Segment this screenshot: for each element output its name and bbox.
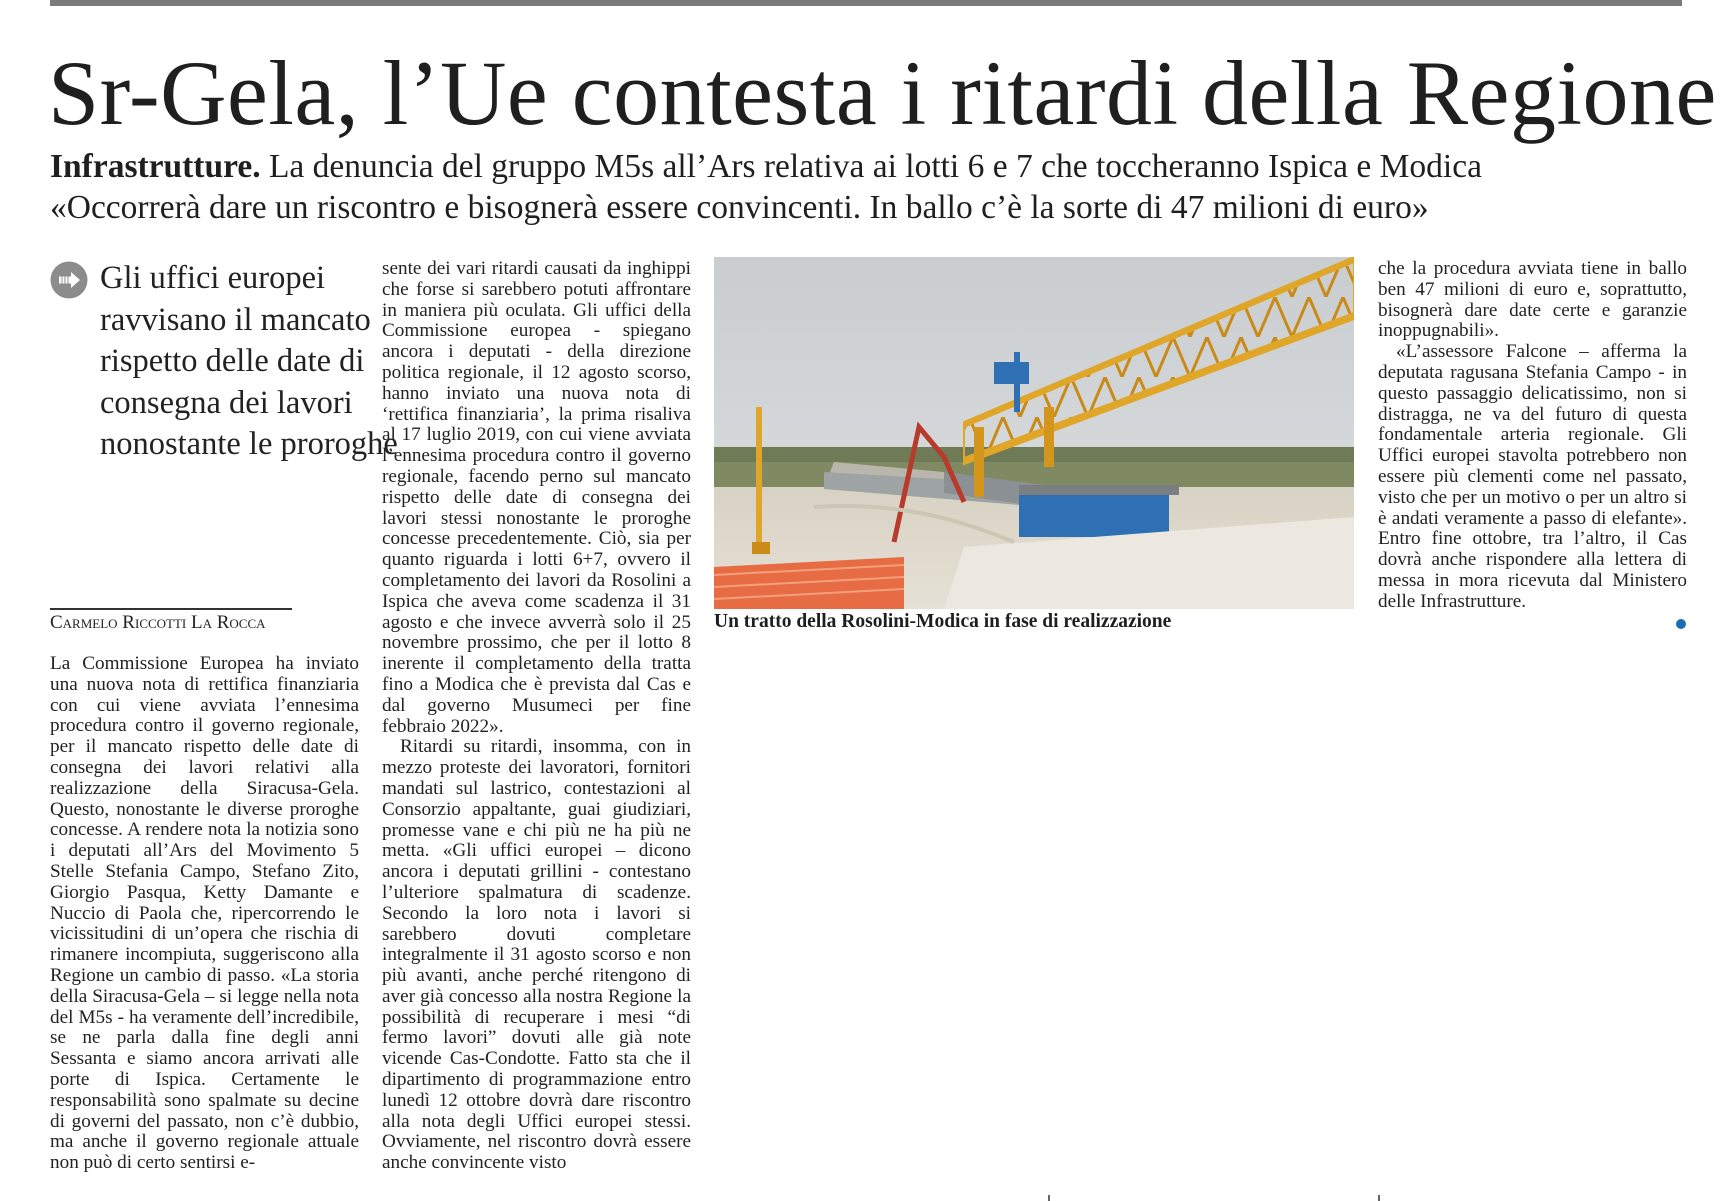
arrow-right-icon xyxy=(50,261,88,299)
crop-mark xyxy=(1048,1195,1050,1201)
paragraph: sente dei vari ritardi causati da inghippi che forse si sarebbero potuti affrontare in maniera più oculata. Gli uffici della Commissione europea - spiegano ancora i deputati - della direzione politica regionale, il 12 agosto scorso, hanno inviato una nuova nota di ‘rettifica finanziaria’, la prima risaliva al 17 luglio 2019, con cui viene avviata l’ennesima procedura contro il governo regionale, facendo perno sul mancato rispetto delle date di consegna dei lavori stessi nonostante le proroghe concesse precedentemente. Ciò, sia per quanto riguarda i lotti 6+7, ovvero il completamento dei lavori da Rosolini a Ispica che aveva come scadenza il 31 agosto e che invece avverrà solo il 25 novembre prossimo, che per il lotto 8 inerente il completamento della tratta fino a Modica che è prevista dal Cas e dal governo Musumeci per fine febbraio 2022». xyxy=(382,258,691,737)
subhead-line-1-text: La denuncia del gruppo M5s all’Ars relativa ai lotti 6 e 7 che toccheranno Ispica e Modica xyxy=(268,148,1482,185)
end-of-article-dot xyxy=(1676,619,1686,629)
construction-photo xyxy=(714,257,1354,609)
article-column-3 xyxy=(1378,259,1687,613)
headline: Sr-Gela, l’Ue contesta i ritardi della Regione xyxy=(48,42,1717,144)
subhead-line-2: «Occorrerà dare un riscontro e bisognerà essere convincenti. In ballo c’è la sorte di 47 milioni di euro» xyxy=(50,189,1429,226)
paragraph: «L’assessore Falcone – afferma la deputata ragusana Stefania Campo - in questo passaggio delicatissimo, non si distragga, ne va del futuro di questa fondamentale arteria regionale. Gli Uffici europei stavolta potrebbero non essere più clementi come nel passato, visto che per un motivo o per un altro si è andati veramente a passo di elefante». Entro fine ottobre, tra l’altro, il Cas dovrà anche rispondere alla lettera di messa in mora ricevuta dal Ministero delle Infrastrutture. xyxy=(1378,341,1687,612)
photo-caption: Un tratto della Rosolini-Modica in fase di realizzazione xyxy=(714,611,1172,632)
paragraph: Ritardi su ritardi, insomma, con in mezzo proteste dei lavoratori, fornitori mandati sul lastrico, contestazioni al Consorzio appaltante, guai giudiziari, promesse vane e chi più ne ha più ne metta. «Gli uffici europei – dicono ancora i deputati grillini - contestano l’ulteriore spalmatura di scadenze. Secondo la loro nota i lavori si sarebbero dovuti completare integralmente il 31 agosto scorso e non più avanti, anche perché ritengono di aver già concesso alla nostra Regione la possibilità di recuperare i mesi “di fermo lavori” dovuti alle già note vicende Cas-Condotte. Fatto sta che il dipartimento di programmazione entro lunedì 12 ottobre dovrà dare riscontro alla nota degli Uffici europei stessi. Ovviamente, nel riscontro dovrà essere anche convincente visto xyxy=(382,736,691,1174)
article-column-2 xyxy=(382,259,691,1174)
subheadline xyxy=(50,146,1690,228)
top-rule xyxy=(50,0,1682,6)
article-column-1 xyxy=(50,654,359,1174)
byline-rule xyxy=(50,608,292,610)
subhead-kicker: Infrastrutture. xyxy=(50,148,261,185)
pull-quote-text: Gli uffici europei ravvisano il mancato rispetto delle date di consegna dei lavori nonostante le proroghe xyxy=(100,260,398,462)
subhead-line-1 xyxy=(50,146,1690,187)
paragraph: che la procedura avviata tiene in ballo ben 47 milioni di euro e, soprattutto, bisognerà dare date certe e garanzie inoppugnabili». xyxy=(1378,258,1687,342)
crop-mark xyxy=(1378,1195,1380,1201)
byline: Carmelo Riccotti La Rocca xyxy=(50,612,266,633)
paragraph: La Commissione Europea ha inviato una nuova nota di rettifica finanziaria con cui viene avviata l’ennesima procedura contro il governo regionale, per il mancato rispetto delle date di consegna dei lavori relativi alla realizzazione della Siracusa-Gela. Questo, nonostante le diverse proroghe concesse. A rendere nota la notizia sono i deputati all’Ars del Movimento 5 Stelle Stefania Campo, Stefano Zito, Giorgio Pasqua, Ketty Damante e Nuccio di Paola che, ripercorrendo le vicissitudini di un’opera che rischia di rimanere incompiuta, suggeriscono alla Regione un cambio di passo. «La storia della Siracusa-Gela – si legge nella nota del M5s - ha veramente dell’incredibile, se ne parla dalla fine degli anni Sessanta e siamo ancora arrivati alle porte di Ispica. Certamente le responsabilità sono spalmate su decine di governi del passato, non c’è dubbio, ma anche il governo regionale attuale non può di certo sentirsi e- xyxy=(50,653,359,1174)
